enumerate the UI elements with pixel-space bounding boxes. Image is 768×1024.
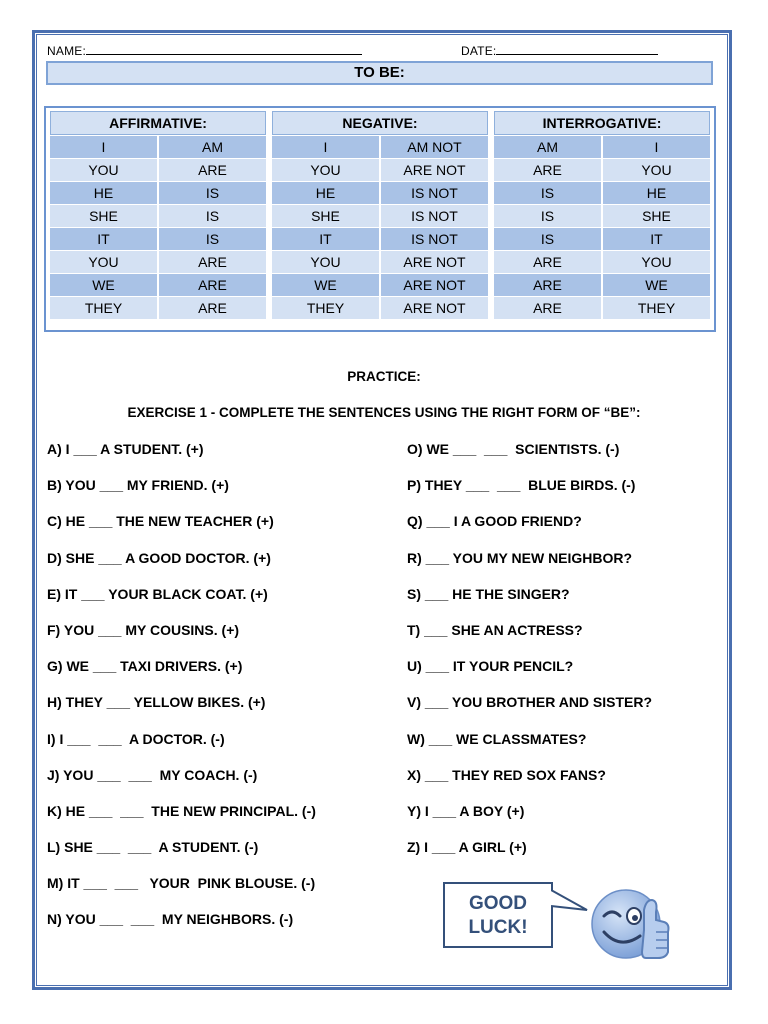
table-cell: I [272,136,379,158]
column-gap [490,274,492,296]
table-cell: IS NOT [381,228,488,250]
table-header-row [50,111,710,135]
column-gap [268,182,270,204]
page-title: TO BE: [46,61,713,85]
exercise-item: T) ___ SHE AN ACTRESS? [407,621,583,638]
table-cell: THEY [50,297,157,319]
table-header-cell: INTERROGATIVE: [494,111,710,135]
table-cell: ARE [494,297,601,319]
exercise-item: R) ___ YOU MY NEW NEIGHBOR? [407,549,633,566]
exercise-item: C) HE ___ THE NEW TEACHER (+) [47,513,274,530]
exercise-item: B) YOU ___ MY FRIEND. (+) [47,477,229,494]
table-row [50,274,710,296]
exercise-item: W) ___ WE CLASSMATES? [407,730,587,747]
table-cell: IS [494,182,601,204]
column-gap [268,274,270,296]
exercise-item: M) IT ___ ___ YOUR PINK BLOUSE. (-) [47,875,316,892]
table-cell: ARE NOT [381,251,488,273]
date-label: DATE: [461,44,497,58]
exercise-item: K) HE ___ ___ THE NEW PRINCIPAL. (-) [47,802,316,819]
table-cell: YOU [272,159,379,181]
exercise-item: P) THEY ___ ___ BLUE BIRDS. (-) [407,477,636,494]
exercise-item: D) SHE ___ A GOOD DOCTOR. (+) [47,549,271,566]
table-cell: WE [603,274,710,296]
column-gap [490,182,492,204]
bubble-tail-icon [551,888,591,918]
table-cell: ARE NOT [381,274,488,296]
exercise-item: X) ___ THEY RED SOX FANS? [407,766,606,783]
table-cell: YOU [50,159,157,181]
good-luck-bubble [443,882,553,948]
column-gap [490,205,492,227]
column-gap [268,251,270,273]
exercise-item: L) SHE ___ ___ A STUDENT. (-) [47,839,259,856]
table-cell: SHE [272,205,379,227]
exercise-item: O) WE ___ ___ SCIENTISTS. (-) [407,441,620,457]
table-cell: YOU [272,251,379,273]
exercise-item: E) IT ___ YOUR BLACK COAT. (+) [47,585,268,602]
table-cell: ARE [159,251,266,273]
exercise-item: V) ___ YOU BROTHER AND SISTER? [407,694,653,711]
exercise-item: S) ___ HE THE SINGER? [407,585,570,602]
column-gap [490,136,492,158]
column-gap [268,228,270,250]
table-cell: SHE [603,205,710,227]
exercise-item: J) YOU ___ ___ MY COACH. (-) [47,766,258,783]
exercise-item: N) YOU ___ ___ MY NEIGHBORS. (-) [47,911,294,928]
table-cell: IT [603,228,710,250]
table-cell: IT [50,228,157,250]
table-cell: HE [272,182,379,204]
conjugation-table [44,106,716,332]
exercise-title: EXERCISE 1 - COMPLETE THE SENTENCES USING THE RIGHT FORM OF “BE”: [127,405,641,420]
table-row [50,205,710,227]
table-cell: ARE NOT [381,159,488,181]
table-cell: WE [50,274,157,296]
table-cell: IS NOT [381,205,488,227]
column-gap [490,159,492,181]
table-cell: I [50,136,157,158]
column-gap [268,159,270,181]
winking-thumbs-up-smiley-icon [590,880,672,968]
table-cell: SHE [50,205,157,227]
table-header-cell: NEGATIVE: [272,111,488,135]
name-field[interactable] [47,44,362,58]
table-cell: IS [159,205,266,227]
practice-label: PRACTICE: [347,369,421,384]
table-cell: ARE [494,274,601,296]
bubble-line-2: LUCK! [468,917,528,938]
table-cell: HE [50,182,157,204]
exercise-item: Y) I ___ A BOY (+) [407,802,525,819]
table-cell: AM [159,136,266,158]
column-gap [268,297,270,319]
table-cell: WE [272,274,379,296]
column-gap [490,297,492,319]
table-header-cell: AFFIRMATIVE: [50,111,266,135]
exercise-item: G) WE ___ TAXI DRIVERS. (+) [47,658,243,675]
column-gap [268,205,270,227]
table-row [50,136,710,158]
table-cell: YOU [603,159,710,181]
table-row [50,251,710,273]
exercise-list-right [407,438,652,872]
table-cell: IS [494,228,601,250]
exercise-item: Q) ___ I A GOOD FRIEND? [407,513,582,530]
table-cell: ARE [159,274,266,296]
date-field[interactable] [461,44,658,58]
table-cell: AM NOT [381,136,488,158]
table-cell: IS [494,205,601,227]
table-cell: THEY [272,297,379,319]
column-gap [490,251,492,273]
table-cell: ARE [159,297,266,319]
table-cell: HE [603,182,710,204]
table-cell: IS [159,182,266,204]
exercise-item: A) I ___ A STUDENT. (+) [47,441,204,457]
table-cell: YOU [50,251,157,273]
name-label: NAME: [47,44,87,58]
table-cell: ARE [159,159,266,181]
exercise-item: Z) I ___ A GIRL (+) [407,839,527,856]
column-gap [268,111,270,135]
column-gap [490,228,492,250]
table-cell: IS NOT [381,182,488,204]
column-gap [490,111,492,135]
table-row [50,182,710,204]
exercise-item: I) I ___ ___ A DOCTOR. (-) [47,730,225,747]
table-cell: YOU [603,251,710,273]
table-row [50,159,710,181]
conjugation-grid [48,110,712,320]
exercise-item: U) ___ IT YOUR PENCIL? [407,658,574,675]
column-gap [268,136,270,158]
table-cell: I [603,136,710,158]
bubble-line-1: GOOD [468,893,528,914]
table-cell: IS [159,228,266,250]
exercise-item: F) YOU ___ MY COUSINS. (+) [47,621,240,638]
table-cell: ARE [494,251,601,273]
exercise-list-left [47,438,316,945]
table-cell: ARE NOT [381,297,488,319]
table-row [50,297,710,319]
table-cell: AM [494,136,601,158]
table-cell: IT [272,228,379,250]
exercise-item: H) THEY ___ YELLOW BIKES. (+) [47,694,266,711]
table-row [50,228,710,250]
table-cell: THEY [603,297,710,319]
table-cell: ARE [494,159,601,181]
